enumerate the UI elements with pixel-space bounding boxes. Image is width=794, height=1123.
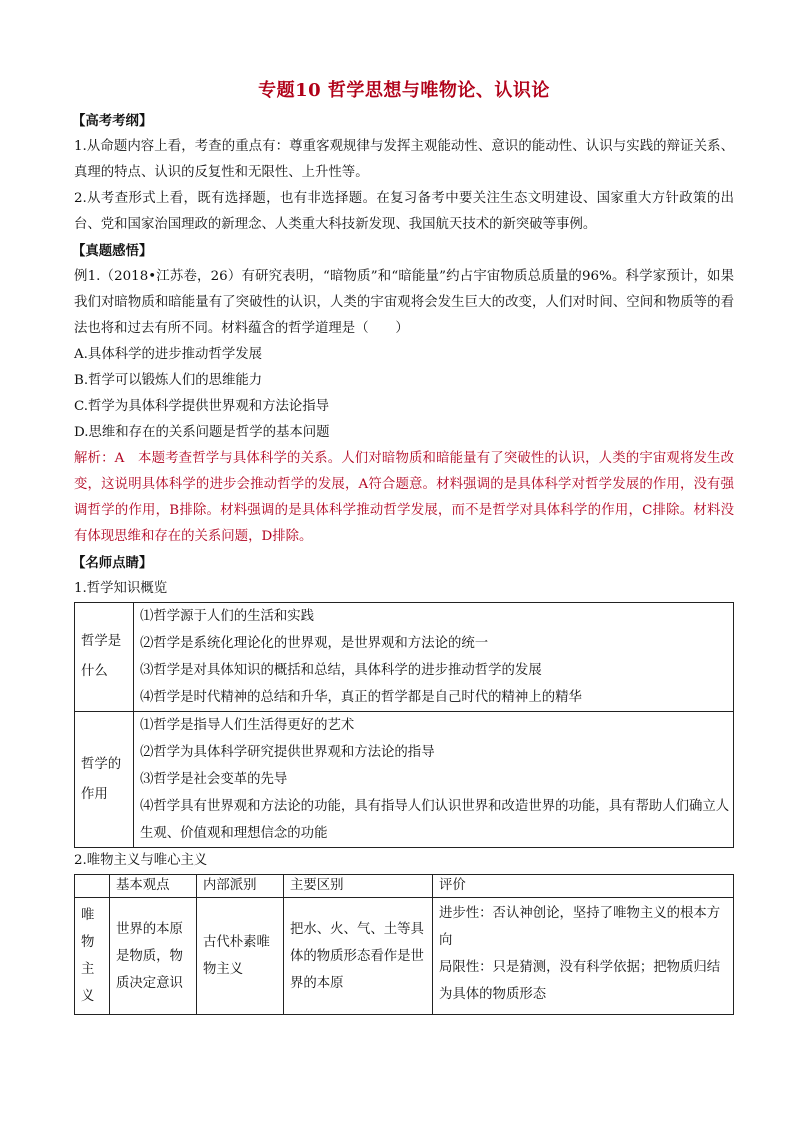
table-row xyxy=(75,898,734,1015)
row-content xyxy=(134,712,734,848)
page-title: 专题10 哲学思想与唯物论、认识论 xyxy=(258,80,550,101)
section-heading-gaokao: 【高考考纲】 xyxy=(72,113,153,129)
row-head: 哲学的 作用 xyxy=(75,712,134,848)
header-cell: 评价 xyxy=(433,875,734,898)
list-item: ⑴哲学是指导人们生活得更好的艺术 xyxy=(140,718,355,733)
table-header-row xyxy=(75,875,734,898)
gangling-item-2: 2.从考查形式上看，既有选择题，也有非选择题。在复习备考中要关注生态文明建设、国家重大方针政策的出台、党和国家治国理政的新理念、人类重大科技新发现、我国航天技术的新突破等事例。 xyxy=(74,191,734,232)
row-label: 唯物主义 xyxy=(75,898,110,1015)
header-cell: 基本观点 xyxy=(110,875,197,898)
list-item: ⑶哲学是对具体知识的概括和总结，具体科学的进步推动哲学的发展 xyxy=(140,663,542,678)
cell-school: 古代朴素唯物主义 xyxy=(197,898,284,1015)
cell-basic: 世界的本原是物质，物质决定意识 xyxy=(110,898,197,1015)
cell-diff: 把水、火、气、土等具体的物质形态看作是世界的本原 xyxy=(284,898,433,1015)
list-item: ⑵哲学是系统化理论化的世界观，是世界观和方法论的统一 xyxy=(140,636,489,651)
row-head: 哲学是 什么 xyxy=(75,603,134,712)
example-stem: 例1.（2018•江苏卷，26）有研究表明，“暗物质”和“暗能量”约占宇宙物质总质量的96%。科学家预计，如果我们对暗物质和暗能量有了突破性的认识，人类的宇宙观将会发生巨大的改变，人们对时间、空间和物质等的看法也将和过去有所不同。材料蕴含的哲学道理是（ ） xyxy=(74,269,734,336)
philosophy-overview-table xyxy=(74,602,734,848)
list-item: ⑷哲学是时代精神的总结和升华，真正的哲学都是自己时代的精神上的精华 xyxy=(140,690,582,705)
section-heading-zhenti: 【真题感悟】 xyxy=(72,243,153,259)
row-content xyxy=(134,603,734,712)
list-item: ⑴哲学源于人们的生活和实践 xyxy=(140,609,315,624)
gangling-item-1: 1.从命题内容上看，考查的重点有：尊重客观规律与发挥主观能动性、意识的能动性、认识与实践的辩证关系、真理的特点、认识的反复性和无限性、上升性等。 xyxy=(74,139,734,180)
section-heading-mingshi: 【名师点睛】 xyxy=(72,555,153,571)
example-analysis: 解析：A 本题考查哲学与具体科学的关系。人们对暗物质和暗能量有了突破性的认识，人类的宇宙观将发生改变，这说明具体科学的进步会推动哲学的发展，A符合题意。材料强调的是具体科学对哲学发展的作用，没有强调哲学的作用，B排除。材料强调的是具体科学推动哲学发展，而不是哲学对具体科学的作用，C排除。材料没有体现思维和存在的关系问题，D排除。 xyxy=(74,451,734,544)
list-item: ⑵哲学为具体科学研究提供世界观和方法论的指导 xyxy=(140,745,435,760)
list-item: ⑶哲学是社会变革的先导 xyxy=(140,772,288,787)
table-row xyxy=(75,712,734,848)
table-row xyxy=(75,603,734,712)
cell-eval: 进步性：否认神创论，坚持了唯物主义的根本方向 局限性：只是猜测，没有科学依据；把物质归结为具体的物质形态 xyxy=(433,898,734,1015)
option-a: A.具体科学的进步推动哲学发展 xyxy=(74,347,263,362)
option-c: C.哲学为具体科学提供世界观和方法论指导 xyxy=(74,399,330,414)
table2-heading: 2.唯物主义与唯心主义 xyxy=(74,853,208,868)
document-page xyxy=(74,72,734,1015)
option-b: B.哲学可以锻炼人们的思维能力 xyxy=(74,373,263,388)
header-cell xyxy=(75,875,110,898)
overview-heading: 1.哲学知识概览 xyxy=(74,581,168,596)
materialism-idealism-table xyxy=(74,874,734,1015)
header-cell: 主要区别 xyxy=(284,875,433,898)
list-item: ⑷哲学具有世界观和方法论的功能，具有指导人们认识世界和改造世界的功能，具有帮助人们确立人生观、价值观和理想信念的功能 xyxy=(140,799,730,841)
header-cell: 内部派别 xyxy=(197,875,284,898)
option-d: D.思维和存在的关系问题是哲学的基本问题 xyxy=(74,425,330,440)
